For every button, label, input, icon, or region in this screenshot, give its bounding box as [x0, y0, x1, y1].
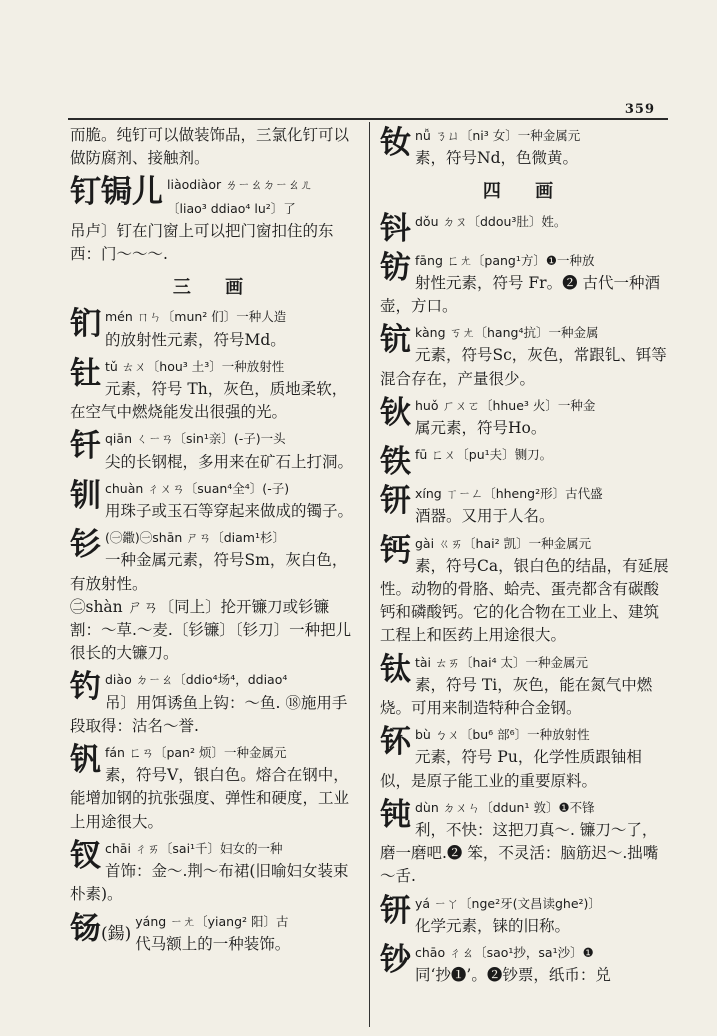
entry-body: 尖的长钢棍，多用来在矿石上打洞。 — [105, 452, 354, 471]
section-heading-san: 三 画 — [172, 277, 258, 299]
headword: 钬 — [380, 394, 411, 431]
entry-body: 元素，符号 Pu，化学性质跟铀相似，是原子能工业的重要原料。 — [380, 748, 642, 790]
entry-gai — [380, 532, 670, 648]
headword: 钞 — [380, 942, 411, 979]
entry-body: 的放射性元素，符号Md。 — [105, 330, 286, 349]
entry-dingjuer — [70, 173, 360, 266]
entry-pinyin: fāng ㄈㄤ〔pang¹方〕❶一种放 — [415, 252, 595, 268]
entry-pronunciation: 〔liao³ ddiao⁴ lu²〕了 — [167, 200, 296, 216]
entry-body: 元素，符号 Th，灰色，质地柔软，在空气中燃烧能发出很强的光。 — [70, 380, 348, 422]
entry-kang — [380, 321, 670, 391]
entry-pinyin: fán ㄈㄢ〔pan² 烦〕一种金属元 — [105, 745, 287, 761]
headword: 钎 — [70, 428, 101, 465]
headword: 钘 — [380, 483, 411, 520]
entry-qian — [70, 427, 360, 473]
entry-body: 同‘抄❶’。❷钞票，纸币：兑 — [415, 966, 611, 985]
headword: 钛 — [380, 651, 411, 688]
headword: 钏 — [70, 477, 101, 514]
entry-body: 属元素，符号Ho。 — [415, 419, 547, 438]
column-divider — [369, 122, 370, 1027]
headword: 钐 — [70, 527, 101, 564]
entry-chai — [70, 837, 360, 907]
entry-yang — [70, 910, 360, 956]
entry-dun — [380, 796, 670, 889]
entry-body: 酒器。又用于人名。 — [415, 507, 555, 526]
entry-fang — [380, 249, 670, 319]
entry-pinyin: huǒ ㄏㄨㄛ〔hhue³ 火〕一种金 — [415, 397, 596, 413]
entry-body: 素，符号Ca，银白色的结晶，有延展性。动物的骨胳、蛤壳、蛋壳都含有碳酸钙和磷酸钙。它的化合物在工业上、建筑工程上和医药上用途很大。 — [380, 556, 669, 645]
entry-pinyin: fū ㄈㄨ〔pu¹夫〕铡刀。 — [415, 447, 553, 463]
headword: 钭 — [380, 210, 411, 247]
entry-men — [70, 305, 360, 351]
entry-pinyin: chāo ㄔㄠ〔sao¹抄，sa¹沙〕❶ — [415, 945, 594, 961]
entry-pinyin: kàng ㄎㄤ〔hang⁴抗〕一种金属 — [415, 325, 599, 341]
headword — [70, 912, 131, 951]
entry-pinyin: dǒu ㄉㄡ〔ddou³肚〕姓。 — [415, 213, 567, 229]
headword: 钓 — [70, 669, 101, 706]
entry-sense-2: ㊁shàn ㄕㄢ〔同上〕抡开镰刀或钐镰割：～草.～麦.〔钐镰〕〔钐刀〕一种把儿很长的大镰刀。 — [70, 597, 352, 663]
headword: 钒 — [70, 742, 101, 779]
entry-pinyin: chāi ㄔㄞ〔sai¹千〕妇女的一种 — [105, 840, 283, 856]
entry-body: 素，符号Nd，色微黄。 — [415, 149, 578, 168]
entry-pinyin: tǔ ㄊㄨ〔hou³ 土³〕一种放射性 — [105, 358, 285, 374]
entry-body: 吊〕用饵诱鱼上钩：～鱼. ⑱施用手段取得：沽名～誉. — [70, 693, 348, 735]
headword: 钔 — [70, 306, 101, 343]
entry-body: 素，符号 Ti，灰色，能在氮气中燃烧。可用来制造特种合金钢。 — [380, 675, 653, 718]
entry-pinyin: chuàn ㄔㄨㄢ〔suan⁴全⁴〕(-子) — [105, 480, 290, 496]
entry-body: 利，不快：这把刀真～. 镰刀～了，磨一磨吧.❷ 笨，不灵活：脑筋迟～.拙嘴～舌. — [380, 821, 659, 886]
headword: 钫 — [380, 249, 411, 286]
entry-body: 首饰：金～.荆～布裙(旧喻妇女装束朴素)。 — [70, 862, 349, 904]
headword: 钕 — [380, 125, 411, 161]
entry-pinyin: diào ㄉㄧㄠ〔ddio⁴场⁴，ddiao⁴ — [105, 672, 288, 688]
entry-pinyin: yáng ㄧㄤ〔yiang² 阳〕古 — [135, 913, 289, 929]
entry-continuation — [70, 124, 360, 170]
entry-shan — [70, 526, 360, 665]
entry-diao — [70, 668, 360, 738]
entry-body: 化学元素，铼的旧称。 — [415, 916, 571, 935]
entry-pinyin: nǚ ㄋㄩ〔ni³ 女〕一种金属元 — [415, 128, 581, 143]
entry-chao — [380, 941, 670, 987]
entry-pinyin: (㊀鏾)㊀shān ㄕㄢ〔diam¹杉〕 — [105, 530, 285, 546]
headword: 钚 — [380, 724, 411, 761]
entry-tai — [380, 651, 670, 721]
entry-pinyin: bù ㄅㄨ〔bu⁶ 部⁶〕一种放射性 — [415, 727, 590, 743]
entry-fu — [380, 443, 670, 479]
entry-fan — [70, 741, 360, 834]
headword: 钝 — [380, 796, 411, 833]
entry-pinyin: mén ㄇㄣ〔mun² 们〕一种人造 — [105, 309, 287, 325]
entry-huo — [380, 394, 670, 440]
entry-pinyin: qiān ㄑㄧㄢ〔sin¹亲〕(-子)一头 — [105, 431, 286, 447]
entry-tu — [70, 355, 360, 425]
entry-body: 用珠子或玉石等穿起来做成的镯子。 — [105, 502, 354, 521]
headword: 铁 — [380, 444, 411, 481]
entry-body: 元素，符号Sc，灰色，常跟钆、铒等混合存在，产量很少。 — [380, 346, 667, 388]
headword-char: 钖 — [70, 910, 101, 947]
entry-pinyin: xíng ㄒㄧㄥ〔hheng²形〕古代盛 — [415, 486, 603, 502]
entry-xing — [380, 482, 670, 528]
section-heading-si: 四 画 — [482, 181, 568, 203]
entry-body: 吊卢〕钉在门窗上可以把门窗扣住的东西：门～～～. — [70, 221, 334, 264]
headword-variant: (鍚) — [101, 923, 132, 944]
entry-body: 素，符号V，银白色。熔合在钢中，能增加钢的抗张强度、弹性和硬度，工业上用途很大。 — [70, 766, 350, 831]
left-column — [70, 124, 360, 959]
headword: 钘 — [380, 892, 411, 929]
entry-pinyin: tài ㄊㄞ〔hai⁴ 太〕一种金属元 — [415, 654, 589, 670]
entry-pinyin: yá ㄧㄚ〔nge²牙(文昌读ghe²)〕 — [415, 895, 601, 911]
entry-bu — [380, 723, 670, 793]
entry-body: 射性元素，符号 Fr。❷ 古代一种酒壶，方口。 — [380, 273, 661, 316]
entry-pinyin: gài ㄍㄞ〔hai² 凯〕一种金属元 — [415, 535, 592, 551]
headword: 钉锔儿 — [70, 174, 163, 211]
entry-pinyin: dùn ㄉㄨㄣ〔ddun¹ 敦〕❶不锋 — [415, 799, 595, 815]
entry-body: 代马额上的一种装饰。 — [135, 934, 291, 953]
right-column — [380, 124, 670, 991]
entry-chuan — [70, 477, 360, 523]
page-number: 359 — [624, 102, 655, 117]
entry-pinyin: liàodiàor ㄌㄧㄠㄉㄧㄠㄦ — [167, 177, 313, 193]
entry-dou — [380, 210, 670, 246]
entry-body: 一种金属元素，符号Sm，灰白色，有放射性。 — [70, 551, 348, 593]
headword: 钍 — [70, 355, 101, 392]
entry-ya — [380, 892, 670, 938]
headword: 钪 — [380, 322, 411, 359]
header-rule — [68, 118, 668, 120]
headword: 钙 — [380, 532, 411, 569]
headword: 钗 — [70, 837, 101, 874]
entry-nv — [380, 124, 670, 170]
entry-body: 而脆。纯钉可以做装饰品，三氯化钉可以做防腐剂、接触剂。 — [70, 126, 350, 168]
